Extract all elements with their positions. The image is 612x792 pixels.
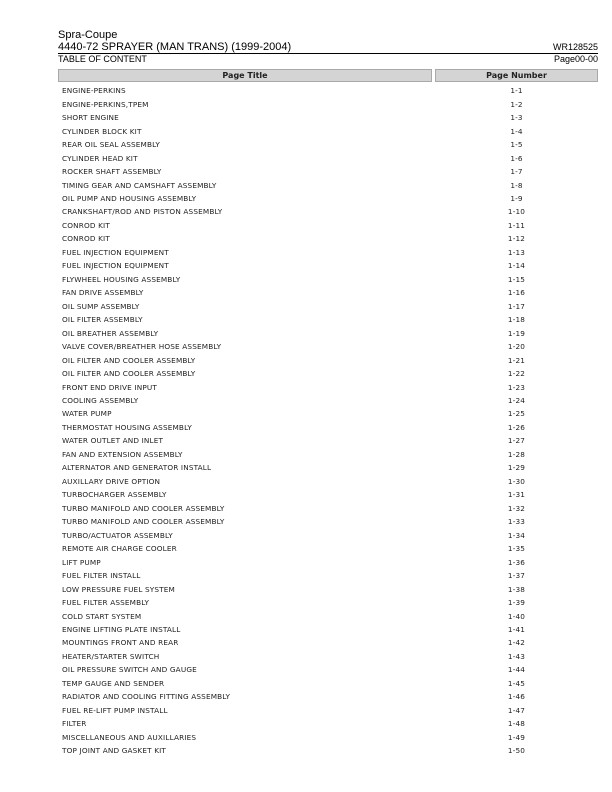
row-page-number: 1-46 xyxy=(507,692,526,702)
table-row[interactable] xyxy=(58,300,598,313)
row-page-number: 1-23 xyxy=(507,382,526,392)
table-row[interactable] xyxy=(58,124,598,137)
row-page-number: 1-8 xyxy=(510,180,523,190)
row-page-title: FLYWHEEL HOUSING ASSEMBLY xyxy=(62,274,181,284)
row-page-number: 1-48 xyxy=(507,719,526,729)
row-page-title: TURBO MANIFOLD AND COOLER ASSEMBLY xyxy=(62,503,225,513)
table-row[interactable] xyxy=(58,313,598,326)
row-page-number: 1-4 xyxy=(510,126,523,136)
row-page-number: 1-5 xyxy=(510,140,523,150)
row-page-title: OIL PRESSURE SWITCH AND GAUGE xyxy=(62,665,197,675)
table-row[interactable] xyxy=(58,475,598,488)
row-page-title: CONROD KIT xyxy=(62,234,110,244)
row-page-number: 1-40 xyxy=(507,611,526,621)
row-page-number: 1-38 xyxy=(507,584,526,594)
row-page-number: 1-22 xyxy=(507,369,526,379)
table-row[interactable] xyxy=(58,704,598,717)
row-page-number: 1-2 xyxy=(510,99,523,109)
table-row[interactable] xyxy=(58,340,598,353)
row-page-title: MOUNTINGS FRONT AND REAR xyxy=(62,638,179,648)
table-row[interactable] xyxy=(58,569,598,582)
table-row[interactable] xyxy=(58,353,598,366)
row-page-title: CYLINDER BLOCK KIT xyxy=(62,126,142,136)
row-page-title: TURBOCHARGER ASSEMBLY xyxy=(62,490,167,500)
page-label: Page00-00 xyxy=(553,54,598,64)
table-row[interactable] xyxy=(58,421,598,434)
row-page-number: 1-45 xyxy=(507,678,526,688)
table-row[interactable] xyxy=(58,394,598,407)
row-page-title: FUEL INJECTION EQUIPMENT xyxy=(62,261,169,271)
table-row[interactable] xyxy=(58,84,598,97)
row-page-title: FRONT END DRIVE INPUT xyxy=(62,382,157,392)
table-row[interactable] xyxy=(58,367,598,380)
subtitle-row xyxy=(58,54,598,64)
table-row[interactable] xyxy=(58,407,598,420)
row-page-title: ENGINE-PERKINS,TPEM xyxy=(62,99,149,109)
row-page-title: TURBO MANIFOLD AND COOLER ASSEMBLY xyxy=(62,517,225,527)
row-page-number: 1-34 xyxy=(507,530,526,540)
row-page-title: AUXILLARY DRIVE OPTION xyxy=(62,476,161,486)
row-page-number: 1-32 xyxy=(507,503,526,513)
table-row[interactable] xyxy=(58,690,598,703)
row-page-title: COOLING ASSEMBLY xyxy=(62,396,139,406)
row-page-title: ROCKER SHAFT ASSEMBLY xyxy=(62,167,162,177)
row-page-title: RADIATOR AND COOLING FITTING ASSEMBLY xyxy=(62,692,231,702)
row-page-title: CYLINDER HEAD KIT xyxy=(62,153,138,163)
row-page-title: FUEL INJECTION EQUIPMENT xyxy=(62,247,169,257)
row-page-title: CRANKSHAFT/ROD AND PISTON ASSEMBLY xyxy=(62,207,223,217)
row-page-number: 1-19 xyxy=(507,328,526,338)
table-row[interactable] xyxy=(58,461,598,474)
table-row[interactable] xyxy=(58,528,598,541)
row-page-number: 1-17 xyxy=(507,301,526,311)
table-row[interactable] xyxy=(58,744,598,757)
table-row[interactable] xyxy=(58,596,598,609)
row-page-number: 1-30 xyxy=(507,476,526,486)
title-row xyxy=(58,41,598,54)
row-page-number: 1-41 xyxy=(507,624,526,634)
table-body xyxy=(58,84,598,757)
row-page-number: 1-6 xyxy=(510,153,523,163)
table-row[interactable] xyxy=(58,219,598,232)
row-page-title: OIL FILTER ASSEMBLY xyxy=(62,315,143,325)
table-row[interactable] xyxy=(58,731,598,744)
row-page-title: FILTER xyxy=(62,719,87,729)
toc-table xyxy=(58,69,598,757)
row-page-title: HEATER/STARTER SWITCH xyxy=(62,651,160,661)
row-page-title: WATER PUMP xyxy=(62,409,112,419)
row-page-number: 1-39 xyxy=(507,598,526,608)
row-page-number: 1-27 xyxy=(507,436,526,446)
row-page-number: 1-15 xyxy=(507,274,526,284)
row-page-title: COLD START SYSTEM xyxy=(62,611,142,621)
row-page-title: LOW PRESSURE FUEL SYSTEM xyxy=(62,584,175,594)
row-page-title: FAN AND EXTENSION ASSEMBLY xyxy=(62,449,183,459)
row-page-title: REAR OIL SEAL ASSEMBLY xyxy=(62,140,160,150)
row-page-title: TOP JOINT AND GASKET KIT xyxy=(62,746,167,756)
table-row[interactable] xyxy=(58,555,598,568)
table-row[interactable] xyxy=(58,650,598,663)
row-page-number: 1-29 xyxy=(507,463,526,473)
row-page-number: 1-36 xyxy=(507,557,526,567)
brand-name: Spra-Coupe xyxy=(58,29,118,41)
row-page-title: OIL FILTER AND COOLER ASSEMBLY xyxy=(62,355,196,365)
row-page-title: WATER OUTLET AND INLET xyxy=(62,436,164,446)
table-row[interactable] xyxy=(58,380,598,393)
table-row[interactable] xyxy=(58,609,598,622)
table-row[interactable] xyxy=(58,192,598,205)
column-header-page-title: Page Title xyxy=(58,69,432,82)
table-row[interactable] xyxy=(58,232,598,245)
table-header xyxy=(58,69,598,82)
column-header-page-number: Page Number xyxy=(435,69,598,82)
row-page-number: 1-50 xyxy=(507,746,526,756)
row-page-title: OIL FILTER AND COOLER ASSEMBLY xyxy=(62,369,196,379)
table-row[interactable] xyxy=(58,448,598,461)
row-page-number: 1-49 xyxy=(507,732,526,742)
document-title: 4440-72 SPRAYER (MAN TRANS) (1999-2004) xyxy=(58,41,292,53)
row-page-title: FUEL FILTER INSTALL xyxy=(62,571,141,581)
row-page-title: FAN DRIVE ASSEMBLY xyxy=(62,288,144,298)
table-row[interactable] xyxy=(58,582,598,595)
row-page-title: LIFT PUMP xyxy=(62,557,101,567)
table-row[interactable] xyxy=(58,286,598,299)
table-row[interactable] xyxy=(58,273,598,286)
table-row[interactable] xyxy=(58,151,598,164)
row-page-number: 1-9 xyxy=(510,193,523,203)
table-row[interactable] xyxy=(58,326,598,339)
row-page-title: ALTERNATOR AND GENERATOR INSTALL xyxy=(62,463,212,473)
table-row[interactable] xyxy=(58,677,598,690)
row-page-title: TIMING GEAR AND CAMSHAFT ASSEMBLY xyxy=(62,180,217,190)
document-header xyxy=(58,29,598,64)
row-page-number: 1-11 xyxy=(507,220,526,230)
row-page-number: 1-12 xyxy=(507,234,526,244)
row-page-number: 1-16 xyxy=(507,288,526,298)
row-page-title: OIL SUMP ASSEMBLY xyxy=(62,301,140,311)
table-row[interactable] xyxy=(58,138,598,151)
table-row[interactable] xyxy=(58,97,598,110)
row-page-title: FUEL RE-LIFT PUMP INSTALL xyxy=(62,705,168,715)
row-page-number: 1-24 xyxy=(507,396,526,406)
row-page-number: 1-31 xyxy=(507,490,526,500)
row-page-title: OIL PUMP AND HOUSING ASSEMBLY xyxy=(62,193,197,203)
table-row[interactable] xyxy=(58,488,598,501)
document-code: WR128525 xyxy=(552,42,598,52)
row-page-title: ENGINE-PERKINS xyxy=(62,86,126,96)
row-page-title: OIL BREATHER ASSEMBLY xyxy=(62,328,159,338)
table-row[interactable] xyxy=(58,542,598,555)
row-page-title: VALVE COVER/BREATHER HOSE ASSEMBLY xyxy=(62,342,222,352)
table-row[interactable] xyxy=(58,246,598,259)
row-page-number: 1-37 xyxy=(507,571,526,581)
table-row[interactable] xyxy=(58,259,598,272)
row-page-number: 1-13 xyxy=(507,247,526,257)
row-page-title: THERMOSTAT HOUSING ASSEMBLY xyxy=(62,422,192,432)
table-row[interactable] xyxy=(58,623,598,636)
row-page-number: 1-25 xyxy=(507,409,526,419)
row-page-title: TEMP GAUGE AND SENDER xyxy=(62,678,165,688)
row-page-title: MISCELLANEOUS AND AUXILLARIES xyxy=(62,732,197,742)
row-page-number: 1-18 xyxy=(507,315,526,325)
row-page-title: CONROD KIT xyxy=(62,220,110,230)
row-page-title: ENGINE LIFTING PLATE INSTALL xyxy=(62,624,181,634)
row-page-number: 1-3 xyxy=(510,113,523,123)
row-page-number: 1-10 xyxy=(507,207,526,217)
row-page-title: TURBO/ACTUATOR ASSEMBLY xyxy=(62,530,173,540)
table-row[interactable] xyxy=(58,515,598,528)
table-row[interactable] xyxy=(58,663,598,676)
row-page-number: 1-44 xyxy=(507,665,526,675)
row-page-number: 1-35 xyxy=(507,544,526,554)
row-page-title: REMOTE AIR CHARGE COOLER xyxy=(62,544,177,554)
table-row[interactable] xyxy=(58,178,598,191)
table-row[interactable] xyxy=(58,717,598,730)
row-page-number: 1-1 xyxy=(510,86,523,96)
row-page-title: SHORT ENGINE xyxy=(62,113,119,123)
row-page-number: 1-43 xyxy=(507,651,526,661)
row-page-number: 1-14 xyxy=(507,261,526,271)
row-page-title: FUEL FILTER ASSEMBLY xyxy=(62,598,150,608)
row-page-number: 1-21 xyxy=(507,355,526,365)
table-row[interactable] xyxy=(58,111,598,124)
table-row[interactable] xyxy=(58,165,598,178)
table-row[interactable] xyxy=(58,205,598,218)
table-row[interactable] xyxy=(58,636,598,649)
row-page-number: 1-47 xyxy=(507,705,526,715)
row-page-number: 1-28 xyxy=(507,449,526,459)
row-page-number: 1-42 xyxy=(507,638,526,648)
row-page-number: 1-26 xyxy=(507,422,526,432)
table-row[interactable] xyxy=(58,434,598,447)
row-page-number: 1-33 xyxy=(507,517,526,527)
row-page-number: 1-20 xyxy=(507,342,526,352)
row-page-number: 1-7 xyxy=(510,167,523,177)
table-row[interactable] xyxy=(58,502,598,515)
section-label: TABLE OF CONTENT xyxy=(58,54,147,64)
